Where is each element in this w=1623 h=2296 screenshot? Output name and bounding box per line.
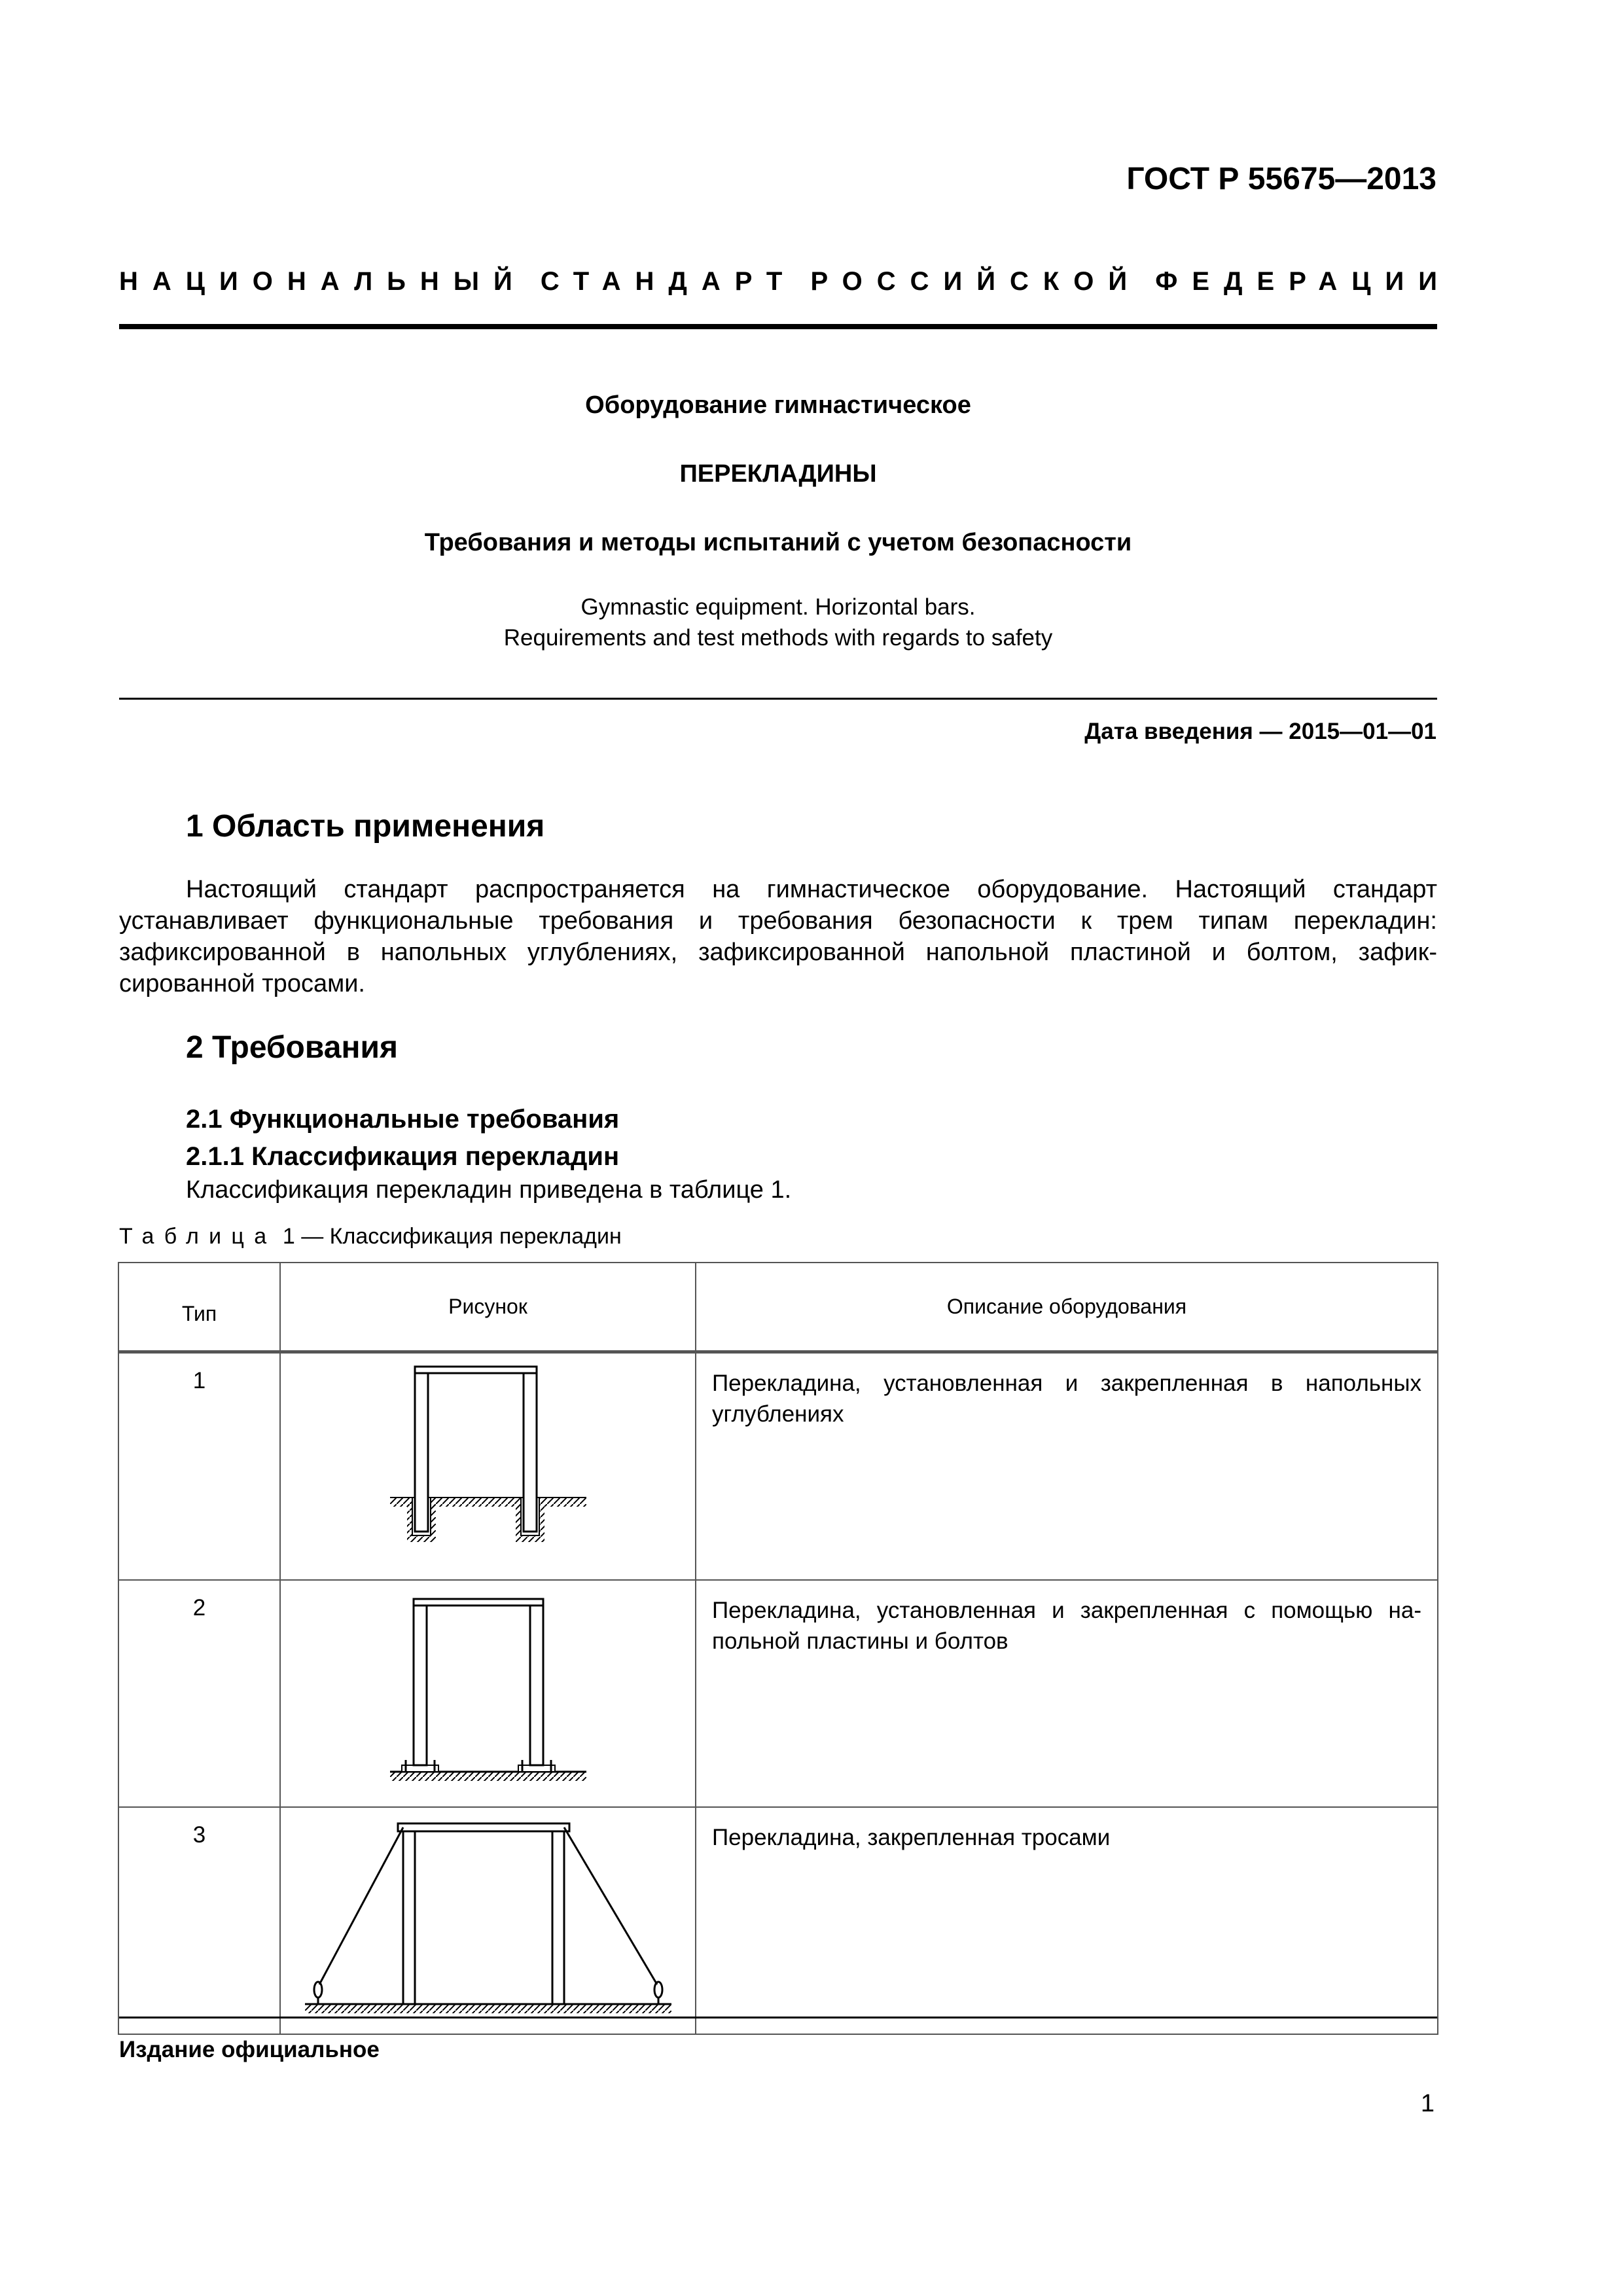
paragraph-line: Настоящий стандарт распространяется на гимнастическое оборудование. Настоящий стандарт <box>186 876 1437 903</box>
row-type: 1 <box>118 1352 280 1581</box>
table-row <box>118 1580 1438 1807</box>
banner-word: РОССИЙСКОЙ <box>810 267 1142 296</box>
table-row <box>118 1352 1438 1581</box>
header-divider <box>119 324 1437 329</box>
banner-word: ФЕДЕРАЦИИ <box>1155 267 1452 296</box>
row-figure <box>280 1352 696 1581</box>
bar-with-cables-figure <box>305 1808 671 2018</box>
row-description: Перекладина, установленная и закрепленная в напольных углублениях <box>696 1352 1438 1581</box>
row-description: Перекладина, закрепленная тросами <box>696 1807 1438 2034</box>
page-number: 1 <box>1420 2090 1435 2117</box>
title-main: ПЕРЕКЛАДИНЫ <box>679 460 877 488</box>
title-subtitle: Требования и методы испытаний с учетом безопасности <box>424 529 1132 556</box>
title-english-line2: Requirements and test methods with regards to safety <box>503 625 1053 651</box>
row-type: 2 <box>118 1580 280 1807</box>
section-1-paragraph <box>119 874 1437 999</box>
table-caption-text: 1 — Классификация перекладин <box>276 1224 622 1249</box>
title-category: Оборудование гимнастическое <box>585 391 971 419</box>
table-reference-text: Классификация перекладин приведена в таблице 1. <box>186 1176 792 1204</box>
paragraph-line: сированной тросами. <box>119 970 365 997</box>
national-standard-banner <box>119 267 1452 296</box>
bar-with-floor-plates-figure <box>390 1581 586 1791</box>
header-type: Тип <box>118 1263 280 1352</box>
official-edition-label: Издание официальное <box>119 2037 380 2062</box>
row-type: 3 <box>118 1807 280 2034</box>
table-row <box>118 1807 1438 2034</box>
header-figure: Рисунок <box>280 1263 696 1352</box>
paragraph-line: зафиксированной в напольных углублениях, зафиксированной напольной пластиной и болтом, зафик- <box>119 939 1437 966</box>
header-description: Описание оборудования <box>696 1263 1438 1352</box>
bar-in-floor-sockets-figure <box>390 1354 586 1564</box>
row-figure <box>280 1807 696 2034</box>
document-number: ГОСТ Р 55675—2013 <box>1126 162 1436 196</box>
table-caption <box>119 1224 622 1249</box>
title-divider <box>119 698 1437 700</box>
paragraph-line: устанавливает функциональные требования и требования безопасности к трем типам перекладин: <box>119 907 1437 935</box>
intro-date: Дата введения — 2015—01—01 <box>1084 719 1436 744</box>
banner-word: НАЦИОНАЛЬНЫЙ <box>119 267 527 296</box>
section-2-1-heading: 2.1 Функциональные требования <box>186 1105 620 1134</box>
row-description: Перекладина, установленная и закрепленная с помощью на-польной пластины и болтов <box>696 1580 1438 1807</box>
section-2-heading: 2 Требования <box>186 1030 398 1065</box>
table-caption-label: Таблица <box>119 1224 277 1249</box>
row-figure <box>280 1580 696 1807</box>
section-2-1-1-heading: 2.1.1 Классификация перекладин <box>186 1142 620 1171</box>
title-english-line1: Gymnastic equipment. Horizontal bars. <box>580 594 976 620</box>
classification-table <box>118 1262 1438 2035</box>
footer-divider <box>119 2017 1437 2018</box>
section-1-heading: 1 Область применения <box>186 809 545 844</box>
banner-word: СТАНДАРТ <box>540 267 797 296</box>
table-header-row <box>118 1263 1438 1352</box>
